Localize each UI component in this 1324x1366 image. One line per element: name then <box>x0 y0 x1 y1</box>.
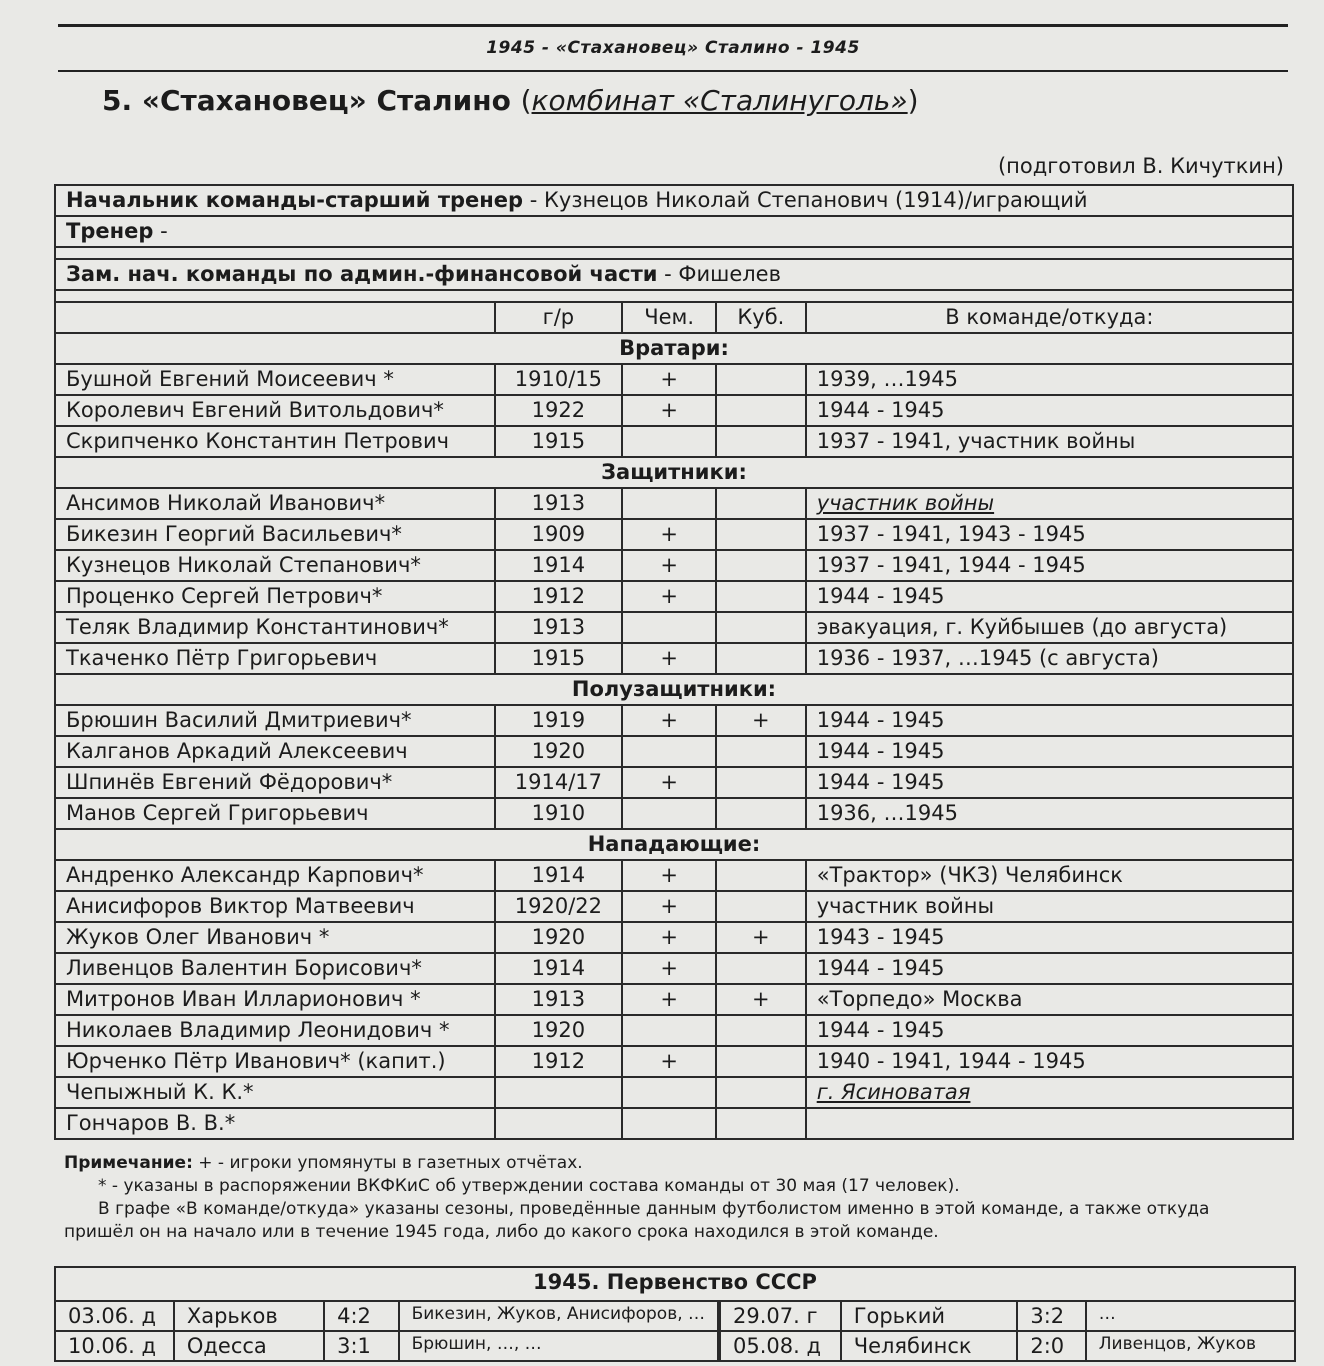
player-origin <box>806 1108 1293 1139</box>
admin-label: Зам. нач. команды по админ.-финансовой части <box>66 262 658 286</box>
player-origin: 1943 - 1945 <box>806 922 1293 953</box>
player-origin: эвакуация, г. Куйбышев (до августа) <box>806 612 1293 643</box>
player-birth-year: 1914 <box>495 550 623 581</box>
section-title: Вратари: <box>55 333 1293 364</box>
player-birth-year: 1914 <box>495 860 623 891</box>
column-header-row <box>55 302 1293 333</box>
player-name: Ливенцов Валентин Борисович* <box>55 953 495 984</box>
note-label: Примечание: <box>64 1153 193 1173</box>
player-birth-year: 1912 <box>495 1046 623 1077</box>
player-birth-year <box>495 1077 623 1108</box>
player-cup-mark <box>716 643 806 674</box>
match-date: 10.06. д <box>55 1331 174 1361</box>
player-row <box>55 519 1293 550</box>
column-header-cup: Куб. <box>716 302 806 333</box>
player-birth-year: 1910 <box>495 798 623 829</box>
player-name: Теляк Владимир Константинович* <box>55 612 495 643</box>
player-name: Проценко Сергей Петрович* <box>55 581 495 612</box>
player-cup-mark <box>716 488 806 519</box>
section-header-row <box>55 674 1293 705</box>
match-opponent: Одесса <box>174 1331 324 1361</box>
staff-row-coach <box>55 216 1293 247</box>
player-league-mark: + <box>622 705 716 736</box>
note-plus-text: + - игроки упомянуты в газетных отчётах. <box>192 1153 583 1173</box>
player-birth-year: 1919 <box>495 705 623 736</box>
player-origin: г. Ясиноватая <box>806 1077 1293 1108</box>
player-name: Манов Сергей Григорьевич <box>55 798 495 829</box>
player-origin: 1944 - 1945 <box>806 953 1293 984</box>
chapter-title-open-paren: ( <box>520 84 532 117</box>
running-head: 1945 - «Стахановец» Сталино - 1945 <box>486 38 860 58</box>
player-cup-mark <box>716 364 806 395</box>
match-opponent: Челябинск <box>841 1331 1018 1361</box>
player-row <box>55 581 1293 612</box>
player-cup-mark <box>716 767 806 798</box>
player-origin: участник войны <box>806 488 1293 519</box>
player-row <box>55 426 1293 457</box>
player-row <box>55 798 1293 829</box>
section-header-row <box>55 829 1293 860</box>
player-row <box>55 984 1293 1015</box>
player-row <box>55 643 1293 674</box>
player-name: Чепыжный К. К.* <box>55 1077 495 1108</box>
player-name: Митронов Иван Илларионович * <box>55 984 495 1015</box>
section-header-row <box>55 333 1293 364</box>
player-name: Ткаченко Пётр Григорьевич <box>55 643 495 674</box>
column-header-league: Чем. <box>622 302 716 333</box>
staff-row-head-coach <box>55 185 1293 216</box>
player-row <box>55 1108 1293 1139</box>
player-origin: 1937 - 1941, участник войны <box>806 426 1293 457</box>
player-league-mark: + <box>622 643 716 674</box>
coach-value: - <box>153 219 168 243</box>
player-origin: 1944 - 1945 <box>806 736 1293 767</box>
credit: (подготовил В. Кичуткин) <box>997 154 1284 178</box>
note-column-1: В графе «В команде/откуда» указаны сезоны, проведённые данным футболистом именно в этой команде, а также откуда <box>98 1199 1210 1219</box>
player-cup-mark <box>716 860 806 891</box>
player-league-mark: + <box>622 767 716 798</box>
gap-row <box>55 247 1293 259</box>
section-title: Защитники: <box>55 457 1293 488</box>
player-league-mark <box>622 798 716 829</box>
note-star: * - указаны в распоряжении ВКФКиС об утверждении состава команды от 30 мая (17 человек). <box>98 1176 960 1196</box>
player-league-mark <box>622 426 716 457</box>
player-origin: «Трактор» (ЧКЗ) Челябинск <box>806 860 1293 891</box>
player-league-mark <box>622 488 716 519</box>
player-row <box>55 922 1293 953</box>
player-cup-mark <box>716 1077 806 1108</box>
player-birth-year: 1909 <box>495 519 623 550</box>
match-opponent: Харьков <box>174 1301 324 1331</box>
section-header-row <box>55 457 1293 488</box>
player-league-mark: + <box>622 860 716 891</box>
match-scorers: Бикезин, Жуков, Анисифоров, … <box>399 1301 719 1331</box>
player-birth-year: 1913 <box>495 612 623 643</box>
gap-row <box>55 290 1293 302</box>
player-name: Кузнецов Николай Степанович* <box>55 550 495 581</box>
player-birth-year: 1920 <box>495 1015 623 1046</box>
player-cup-mark <box>716 581 806 612</box>
column-header-name <box>55 302 495 333</box>
player-row <box>55 736 1293 767</box>
player-league-mark: + <box>622 395 716 426</box>
match-score: 4:2 <box>324 1301 398 1331</box>
match-scorers: Ливенцов, Жуков <box>1086 1331 1295 1361</box>
player-cup-mark <box>716 891 806 922</box>
player-name: Юрченко Пётр Иванович* (капит.) <box>55 1046 495 1077</box>
player-row <box>55 395 1293 426</box>
player-row <box>55 891 1293 922</box>
player-origin: 1944 - 1945 <box>806 705 1293 736</box>
player-cup-mark <box>716 953 806 984</box>
player-name: Скрипченко Константин Петрович <box>55 426 495 457</box>
player-origin: 1936, …1945 <box>806 798 1293 829</box>
player-birth-year: 1920 <box>495 922 623 953</box>
player-cup-mark <box>716 550 806 581</box>
player-birth-year: 1915 <box>495 643 623 674</box>
match-date: 29.07. г <box>719 1301 841 1331</box>
roster-table <box>54 184 1294 1140</box>
player-league-mark: + <box>622 922 716 953</box>
player-name: Анисифоров Виктор Матвеевич <box>55 891 495 922</box>
chapter-title <box>102 84 919 117</box>
player-row <box>55 860 1293 891</box>
player-row <box>55 767 1293 798</box>
player-birth-year: 1920/22 <box>495 891 623 922</box>
player-league-mark: + <box>622 550 716 581</box>
match-row <box>55 1331 1295 1361</box>
player-cup-mark <box>716 426 806 457</box>
player-name: Ансимов Николай Иванович* <box>55 488 495 519</box>
match-opponent: Горький <box>841 1301 1018 1331</box>
player-cup-mark <box>716 519 806 550</box>
player-row <box>55 953 1293 984</box>
player-birth-year: 1922 <box>495 395 623 426</box>
player-league-mark: + <box>622 581 716 612</box>
player-origin: участник войны <box>806 891 1293 922</box>
player-league-mark: + <box>622 1046 716 1077</box>
match-scorers: Брюшин, …, … <box>399 1331 719 1361</box>
match-scorers: … <box>1086 1301 1295 1331</box>
player-league-mark <box>622 1077 716 1108</box>
player-name: Жуков Олег Иванович * <box>55 922 495 953</box>
note-column-2: пришёл он на начало или в течение 1945 года, либо до какого срока находился в этой команде. <box>64 1222 939 1242</box>
player-row <box>55 1046 1293 1077</box>
player-name: Бушной Евгений Моисеевич * <box>55 364 495 395</box>
chapter-title-sub: комбинат «Сталинуголь» <box>531 84 908 117</box>
match-score: 3:1 <box>324 1331 398 1361</box>
player-league-mark <box>622 1015 716 1046</box>
player-name: Шпинёв Евгений Фёдорович* <box>55 767 495 798</box>
player-birth-year: 1913 <box>495 984 623 1015</box>
coach-label: Тренер <box>66 219 154 243</box>
player-row <box>55 1015 1293 1046</box>
player-name: Калганов Аркадий Алексеевич <box>55 736 495 767</box>
player-birth-year: 1914 <box>495 953 623 984</box>
player-cup-mark <box>716 736 806 767</box>
player-birth-year: 1914/17 <box>495 767 623 798</box>
player-origin: 1937 - 1941, 1943 - 1945 <box>806 519 1293 550</box>
player-birth-year: 1913 <box>495 488 623 519</box>
player-cup-mark <box>716 798 806 829</box>
matches-body <box>55 1267 1295 1361</box>
player-cup-mark: + <box>716 922 806 953</box>
player-name: Королевич Евгений Витольдович* <box>55 395 495 426</box>
player-origin: 1944 - 1945 <box>806 1015 1293 1046</box>
player-cup-mark <box>716 1046 806 1077</box>
player-name: Бикезин Георгий Васильевич* <box>55 519 495 550</box>
notes <box>64 1152 1290 1244</box>
player-name: Николаев Владимир Леонидович * <box>55 1015 495 1046</box>
chapter-title-main: 5. «Стахановец» Сталино <box>102 84 521 117</box>
player-cup-mark: + <box>716 705 806 736</box>
player-origin: 1940 - 1941, 1944 - 1945 <box>806 1046 1293 1077</box>
player-league-mark: + <box>622 891 716 922</box>
matches-title-row <box>55 1267 1295 1301</box>
player-origin: 1944 - 1945 <box>806 395 1293 426</box>
player-origin: 1944 - 1945 <box>806 767 1293 798</box>
roster-body <box>55 185 1293 1139</box>
player-birth-year: 1915 <box>495 426 623 457</box>
player-league-mark: + <box>622 953 716 984</box>
player-name: Андренко Александр Карпович* <box>55 860 495 891</box>
staff-row-admin <box>55 259 1293 290</box>
player-origin: 1939, …1945 <box>806 364 1293 395</box>
player-row <box>55 488 1293 519</box>
player-origin: 1936 - 1937, …1945 (с августа) <box>806 643 1293 674</box>
player-cup-mark <box>716 1015 806 1046</box>
header-rule-bottom <box>58 70 1288 72</box>
player-row <box>55 612 1293 643</box>
section-title: Полузащитники: <box>55 674 1293 705</box>
note-plus <box>64 1152 1290 1175</box>
player-birth-year <box>495 1108 623 1139</box>
player-league-mark <box>622 736 716 767</box>
match-score: 2:0 <box>1017 1331 1085 1361</box>
player-league-mark <box>622 1108 716 1139</box>
player-origin: 1944 - 1945 <box>806 581 1293 612</box>
player-cup-mark <box>716 612 806 643</box>
column-header-origin: В команде/откуда: <box>806 302 1293 333</box>
match-score: 3:2 <box>1017 1301 1085 1331</box>
player-row <box>55 550 1293 581</box>
head-coach-label: Начальник команды-старший тренер <box>66 188 524 212</box>
player-origin: «Торпедо» Москва <box>806 984 1293 1015</box>
admin-value: - Фишелев <box>657 262 781 286</box>
header-rule-top <box>58 24 1288 27</box>
player-name: Гончаров В. В.* <box>55 1108 495 1139</box>
matches-table <box>54 1266 1296 1362</box>
player-origin: 1937 - 1941, 1944 - 1945 <box>806 550 1293 581</box>
player-row <box>55 705 1293 736</box>
player-league-mark: + <box>622 519 716 550</box>
head-coach-value: - Кузнецов Николай Степанович (1914)/играющий <box>523 188 1088 212</box>
match-date: 03.06. д <box>55 1301 174 1331</box>
column-header-birth: г/р <box>495 302 623 333</box>
player-birth-year: 1910/15 <box>495 364 623 395</box>
match-row <box>55 1301 1295 1331</box>
player-name: Брюшин Василий Дмитриевич* <box>55 705 495 736</box>
section-title: Нападающие: <box>55 829 1293 860</box>
player-birth-year: 1920 <box>495 736 623 767</box>
player-row <box>55 1077 1293 1108</box>
player-cup-mark <box>716 395 806 426</box>
player-league-mark: + <box>622 984 716 1015</box>
player-league-mark <box>622 612 716 643</box>
player-league-mark: + <box>622 364 716 395</box>
player-birth-year: 1912 <box>495 581 623 612</box>
player-row <box>55 364 1293 395</box>
player-cup-mark: + <box>716 984 806 1015</box>
matches-title: 1945. Первенство СССР <box>55 1267 1295 1301</box>
match-date: 05.08. д <box>719 1331 841 1361</box>
player-cup-mark <box>716 1108 806 1139</box>
chapter-title-close-paren: ) <box>907 84 919 117</box>
